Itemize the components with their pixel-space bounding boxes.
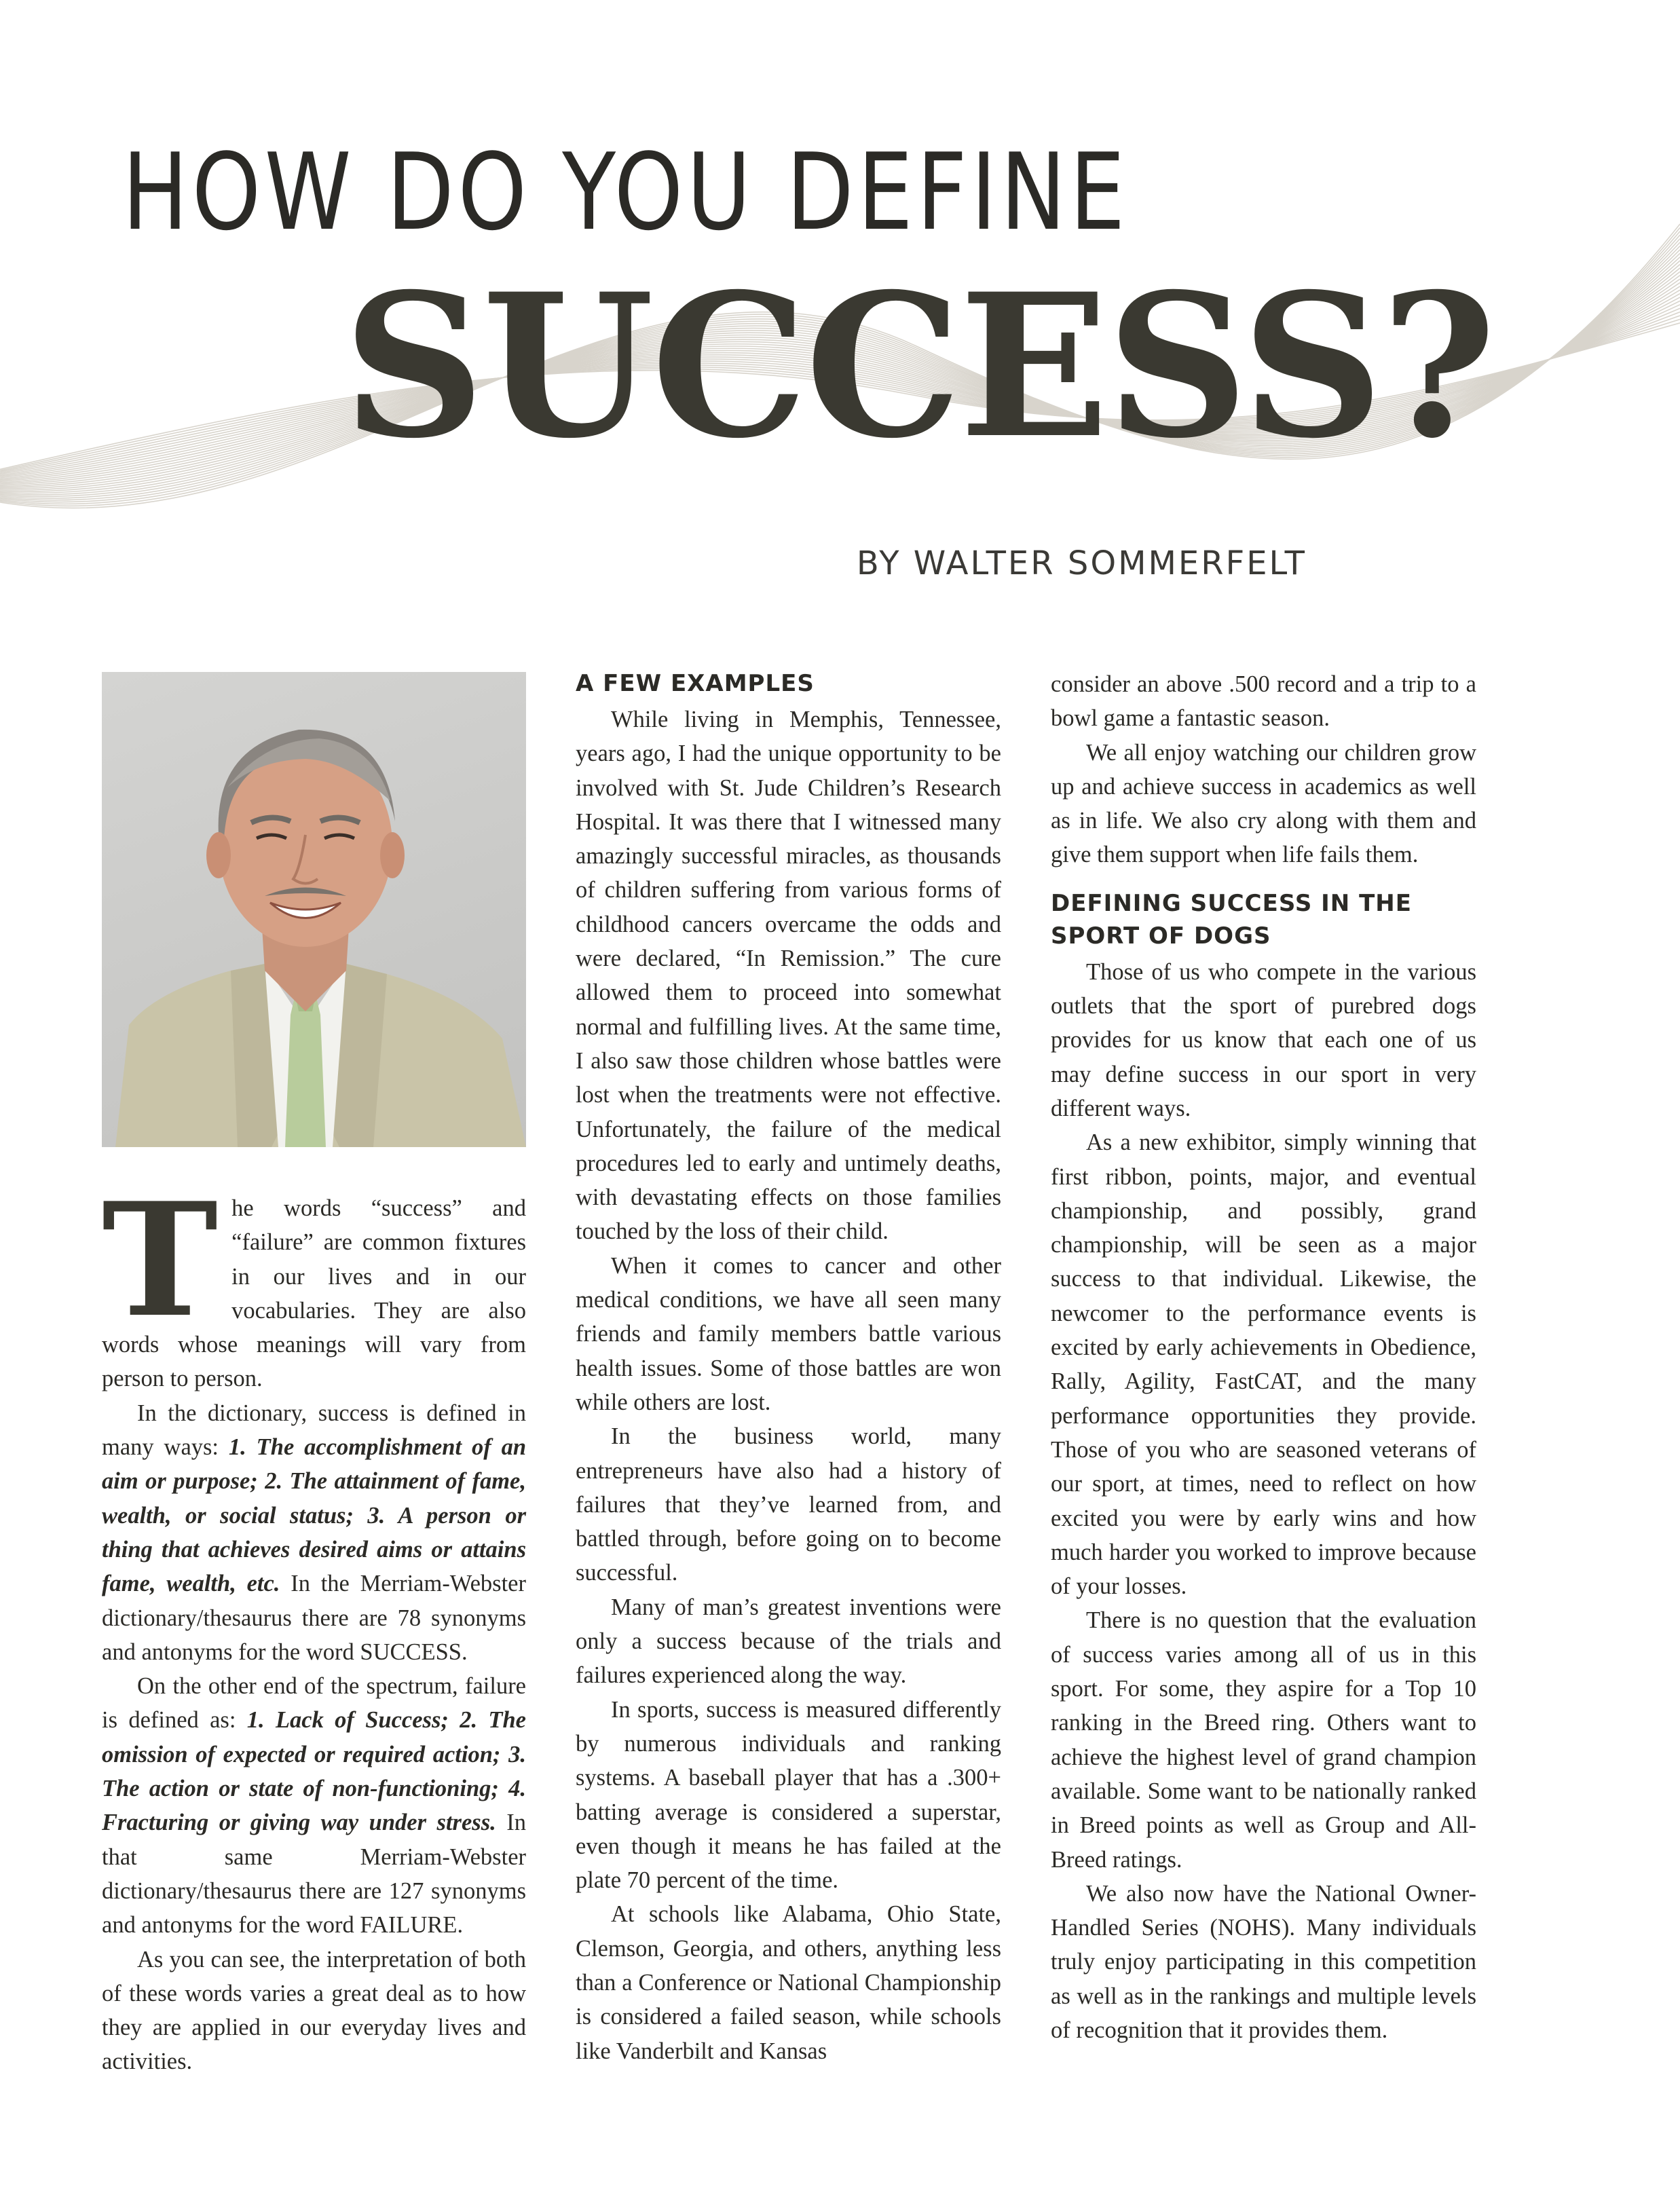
section-heading-examples: A FEW EXAMPLES: [576, 670, 815, 697]
author-portrait-illustration: [102, 672, 526, 1147]
intro-text: he words “success” and “failure” are common fixtures in our lives and in our vocabularies. They are also words whose meanings will vary from person to person.: [102, 1195, 526, 1392]
paragraph: When it comes to cancer and other medical conditions, we have all seen many friends and family members battle various health issues. Some of those battles are won while others are lost.: [576, 1252, 1001, 1415]
article-column-1: [102, 1169, 527, 2079]
byline: BY WALTER SOMMERFELT: [856, 544, 1307, 582]
success-definitions: 1. The accomplishment of an aim or purpose; 2. The attainment of fame, wealth, or social status; 3. A person or thing that achieves desired aims or attains fame, wealth, etc.: [102, 1434, 527, 1597]
paragraph-failure-definition: [102, 1669, 526, 1942]
paragraph: We also now have the National Owner-Handled Series (NOHS). Many individuals truly enjoy participating in this competition as well as in the rankings and multiple levels of recognition that it provides them.: [1051, 1880, 1476, 2043]
paragraph: We all enjoy watching our children grow up and achieve success in academics as well as in life. We also cry along with them and give them support when life fails them.: [1051, 739, 1476, 868]
text-run: In that same Merriam-Webster dictionary/thesaurus there are 127 synonyms and antonyms for the word FAILURE.: [102, 1810, 526, 1939]
headline-main: SUCCESS?: [343, 251, 1494, 482]
failure-definitions: 1. Lack of Success; 2. The omission of expected or required action; 3. The action or state of non-functioning; 4. Fracturing or giving way under stress.: [102, 1707, 526, 1836]
author-photo: [102, 672, 526, 1147]
section-heading-dogs: DEFINING SUCCESS IN THE SPORT OF DOGS: [1051, 889, 1412, 950]
headline-top: HOW DO YOU DEFINE: [122, 130, 1129, 254]
paragraph: There is no question that the evaluation of success varies among all of us in this sport. For some, they aspire for a Top 10 ranking in the Breed ring. Others want to achieve the highest level of grand champion available. Some want to be nationally ranked in Breed points as well as Group and All-Breed ratings.: [1051, 1607, 1476, 1873]
paragraph: As a new exhibitor, simply winning that first ribbon, points, major, and eventual championship, and possibly, grand championship, will be seen as a major success to that individual. Likewise, the newcomer to the performance events is excited by early achievements in Obedience, Rally, Agility, FastCAT, and the many performance opportunities they provide. Those of you who are seasoned veterans of our sport, at times, need to reflect on how excited you were by early wins and how much harder you worked to improve because of your losses.: [1051, 1129, 1476, 1600]
drop-cap: T: [102, 1169, 219, 1352]
paragraph: In the business world, many entrepreneurs have also had a history of failures that they’ve learned from, and battled through, before going on to become successful.: [576, 1423, 1001, 1586]
paragraph-continued: consider an above .500 record and a trip to a bowl game a fantastic season.: [1051, 671, 1476, 732]
paragraph: In sports, success is measured differently by numerous individuals and ranking systems. A baseball player that has a .300+ batting average is considered a superstar, even though it means he has failed at the plate 70 percent of the time.: [576, 1696, 1001, 1894]
paragraph: Many of man’s greatest inventions were only a success because of the trials and failures experienced along the way.: [576, 1594, 1001, 1689]
paragraph: Those of us who compete in the various outlets that the sport of purebred dogs provides for us know that each one of us may define success in our sport in very different ways.: [1051, 958, 1476, 1121]
paragraph-interpretation: As you can see, the interpretation of both of these words varies a great deal as to how they are applied in our everyday lives and activities.: [102, 1946, 526, 2075]
intro-paragraph: [102, 1169, 526, 1396]
article-column-3: [1051, 667, 1476, 2047]
text-run: In the dictionary, success is defined in many ways:: [102, 1400, 526, 1461]
text-run: On the other end of the spectrum, failure is defined as:: [102, 1673, 526, 1734]
article-column-2: [576, 667, 1001, 2068]
text-run: In the Merriam-Webster dictionary/thesaurus there are 78 synonyms and antonyms for the word SUCCESS.: [102, 1571, 526, 1665]
paragraph-success-definition: [102, 1396, 526, 1669]
paragraph: At schools like Alabama, Ohio State, Clemson, Georgia, and others, anything less than a Conference or National Championship is considered a failed season, while schools like Vanderbilt and Kansas: [576, 1901, 1001, 2064]
paragraph: While living in Memphis, Tennessee, years ago, I had the unique opportunity to be involved with St. Jude Children’s Research Hospital. It was there that I witnessed many amazingly successful miracles, as thousands of children suffering from various forms of childhood cancers overcame the odds and were declared, “In Remission.” The cure allowed them to proceed into somewhat normal and fulfilling lives. At the same time, I also saw those children whose battles were lost when the treatments were not effective. Unfortunately, the failure of the medical procedures led to early and untimely deaths, with devastating effects on those families touched by the loss of their child.: [576, 707, 1001, 1245]
